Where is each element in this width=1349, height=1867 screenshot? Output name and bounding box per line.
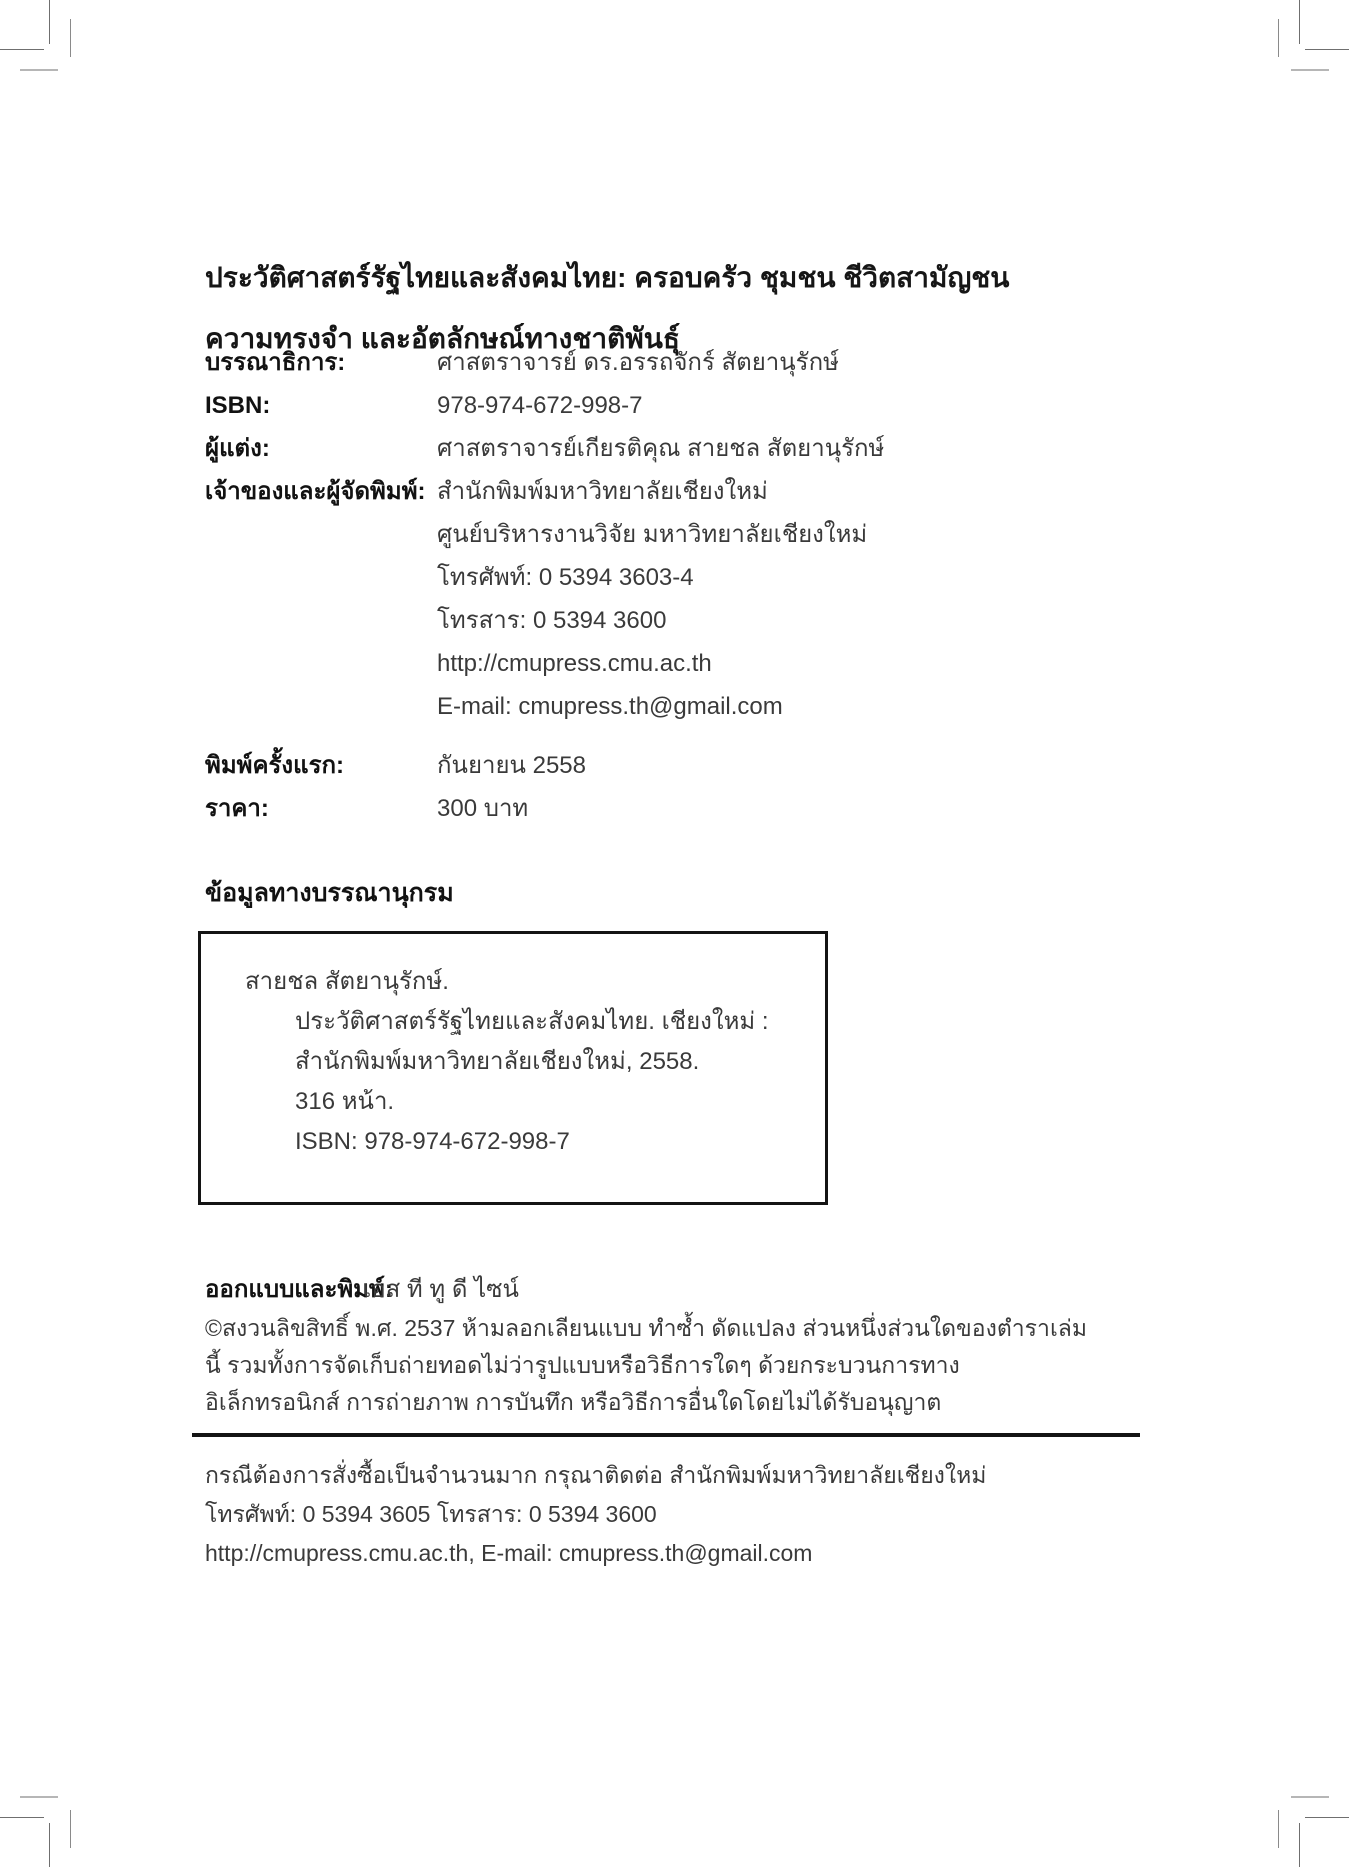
separator-rule [192, 1433, 1140, 1437]
printing-info [205, 744, 905, 830]
crop-mark-bottom-right-icon [1269, 1787, 1349, 1867]
author-label: ผู้แต่ง: [205, 435, 270, 462]
crop-mark-line [1291, 69, 1329, 71]
first-printing-value: กันยายน 2558 [437, 752, 587, 779]
label-spacer [205, 642, 437, 685]
design-print-value: เอส ที ทู ดี ไซน์ [363, 1276, 519, 1303]
crop-mark-line [0, 49, 44, 50]
crop-mark-line [49, 1823, 50, 1867]
label-spacer [205, 556, 437, 599]
label-spacer [205, 513, 437, 556]
price-label: ราคา: [205, 795, 269, 822]
publisher-extra-row [205, 642, 1135, 685]
crop-mark-line [1278, 19, 1279, 57]
copyright-notice: ©สงวนลิขสิทธิ์ พ.ศ. 2537 ห้ามลอกเลียนแบบ ทำซ้ำ ดัดแปลง ส่วนหนึ่งส่วนใดของตำราเล่มนี้ รวมทั้งการจัดเก็บถ่ายทอดไม่ว่ารูปแบบหรือวิธีการใดๆ ด้วยกระบวนการทางอิเล็กทรอนิกส์ การถ่ายภาพ การบันทึก หรือวิธีการอื่นใดโดยไม่ได้รับอนุญาต [205, 1315, 1088, 1415]
publisher-website: http://cmupress.cmu.ac.th [437, 650, 712, 677]
bibliography-heading: ข้อมูลทางบรรณานุกรม [205, 879, 454, 907]
price-value: 300 บาท [437, 795, 529, 822]
publication-info [205, 341, 1135, 728]
crop-mark-line [1305, 49, 1349, 50]
ordering-web-line: http://cmupress.cmu.ac.th, E-mail: cmupress.th@gmail.com [205, 1540, 813, 1566]
design-print-row [205, 1268, 519, 1311]
publisher-research-center: ศูนย์บริหารงานวิจัย มหาวิทยาลัยเชียงใหม่ [437, 521, 868, 548]
crop-mark-line [1299, 0, 1300, 44]
publisher-phone: โทรศัพท์: 0 5394 3603-4 [437, 564, 694, 591]
design-print-label: ออกแบบและพิมพ์: [205, 1276, 393, 1303]
crop-mark-line [20, 1796, 58, 1798]
bibliography-entry-line: ประวัติศาสตร์รัฐไทยและสังคมไทย. เชียงใหม่ : [295, 1008, 769, 1035]
bibliography-author: สายชล สัตยานุรักษ์. [245, 968, 449, 995]
first-printing-row [205, 744, 905, 787]
bibliography-entry-line: สำนักพิมพ์มหาวิทยาลัยเชียงใหม่, 2558. [295, 1048, 700, 1075]
price-row [205, 787, 905, 830]
publisher-row [205, 470, 1135, 513]
crop-mark-line [1291, 1796, 1329, 1798]
publisher-value: สำนักพิมพ์มหาวิทยาลัยเชียงใหม่ [437, 478, 768, 505]
crop-mark-line [70, 19, 71, 57]
first-printing-label: พิมพ์ครั้งแรก: [205, 752, 345, 779]
ordering-contact [205, 1456, 1065, 1573]
publisher-label: เจ้าของและผู้จัดพิมพ์: [205, 478, 426, 505]
bibliography-box [198, 931, 828, 1205]
crop-mark-top-right-icon [1269, 0, 1349, 80]
crop-mark-line [1278, 1810, 1279, 1848]
crop-mark-line [0, 1817, 44, 1818]
crop-mark-line [49, 0, 50, 44]
author-value: ศาสตราจารย์เกียรติคุณ สายชล สัตยานุรักษ์ [437, 435, 885, 462]
crop-mark-line [20, 69, 58, 71]
publisher-email: E-mail: cmupress.th@gmail.com [437, 693, 783, 720]
ordering-contact-line: กรณีต้องการสั่งซื้อเป็นจำนวนมาก กรุณาติดต่อ สำนักพิมพ์มหาวิทยาลัยเชียงใหม่ [205, 1462, 987, 1488]
ordering-phone-line: โทรศัพท์: 0 5394 3605 โทรสาร: 0 5394 3600 [205, 1501, 657, 1527]
publisher-extra-row [205, 599, 1135, 642]
book-title: ประวัติศาสตร์รัฐไทยและสังคมไทย: ครอบครัว ชุมชน ชีวิตสามัญชน ความทรงจำ และอัตลักษณ์ทางชาติพันธุ์ [205, 262, 1010, 354]
editor-label: บรรณาธิการ: [205, 349, 346, 376]
publisher-extra-row [205, 513, 1135, 556]
crop-mark-line [1299, 1823, 1300, 1867]
crop-mark-top-left-icon [0, 0, 80, 80]
publisher-extra-row [205, 685, 1135, 728]
bibliography-entry-line: 316 หน้า. [295, 1088, 395, 1115]
bibliography-isbn-line: ISBN: 978-974-672-998-7 [295, 1128, 570, 1155]
isbn-row [205, 384, 1135, 427]
label-spacer [205, 685, 437, 728]
crop-mark-line [70, 1810, 71, 1848]
publisher-fax: โทรสาร: 0 5394 3600 [437, 607, 667, 634]
publisher-extra-row [205, 556, 1135, 599]
label-spacer [205, 599, 437, 642]
crop-mark-line [1305, 1817, 1349, 1818]
isbn-value: 978-974-672-998-7 [437, 392, 643, 419]
editor-value: ศาสตราจารย์ ดร.อรรถจักร์ สัตยานุรักษ์ [437, 349, 839, 376]
editor-row [205, 341, 1135, 384]
crop-mark-bottom-left-icon [0, 1787, 80, 1867]
isbn-label: ISBN: [205, 392, 271, 419]
author-row [205, 427, 1135, 470]
